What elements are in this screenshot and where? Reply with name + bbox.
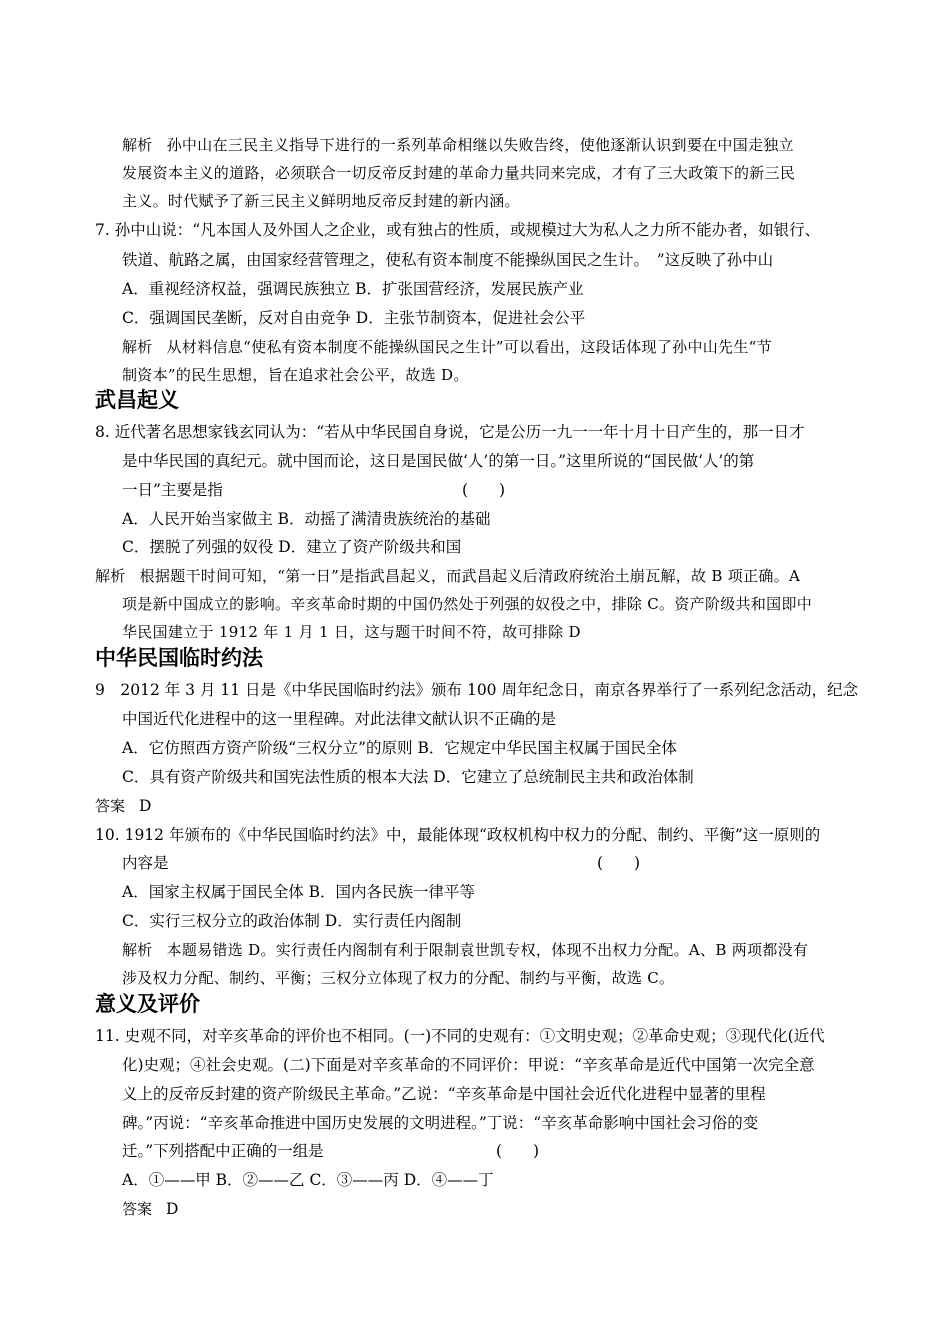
answer-line <box>95 796 151 816</box>
explanation-line: 华民国建立于 1912 年 1 月 1 日，这与题干时间不符，故可排除 D <box>122 623 581 641</box>
question-11-line: 11. 史观不同，对辛亥革命的评价也不相同。(一)不同的史观有：①文明史观；②革命史观；③现代化(近代 <box>95 1027 825 1045</box>
question-11-line: 义上的反帝反封建的资产阶级民主革命。”乙说：“辛亥革命是中国社会近代化进程中显著的里程 <box>122 1085 766 1103</box>
question-8-option: C．摆脱了列强的奴役 D．建立了资产阶级共和国 <box>122 538 462 556</box>
section-heading: 武昌起义 <box>95 388 179 412</box>
section-heading: 中华民国临时约法 <box>95 646 263 670</box>
explanation-line: 解析 孙中山在三民主义指导下进行的一系列革命相继以失败告终，使他逐渐认识到要在中国走独立 <box>122 136 794 154</box>
question-9-line: 9 2012 年 3 月 11 日是《中华民国临时约法》颁布 100 周年纪念日，南京各界举行了一系列纪念活动，纪念 <box>95 681 858 699</box>
explanation-line: 解析 本题易错选 D。实行责任内阁制有利于限制袁世凯专权，体现不出权力分配。A、B 两项都没有 <box>122 941 809 959</box>
analysis-label: 解析 <box>95 567 126 585</box>
answer-label: 答案 <box>122 1200 153 1218</box>
question-7-line: 铁道、航路之属，由国家经营管理之，使私有资本制度不能操纵国民之生计。 ”这反映了孙中山 <box>122 251 774 269</box>
question-10-option: A．国家主权属于国民全体 B．国内各民族一律平等 <box>122 883 476 901</box>
question-9-option: C．具有资产阶级共和国宪法性质的根本大法 D．它建立了总统制民主共和政治体制 <box>122 768 694 786</box>
question-11-option: A．①——甲 B．②——乙 C．③——丙 D．④——丁 <box>122 1171 494 1189</box>
question-8-option: A．人民开始当家做主 B．动摇了满清贵族统治的基础 <box>122 510 491 528</box>
explanation-line: 发展资本主义的道路，必须联合一切反帝反封建的革命力量共同来完成，才有了三大政策下的新三民 <box>122 164 796 182</box>
answer-label: 答案 <box>95 797 126 815</box>
section-heading: 意义及评价 <box>95 992 200 1016</box>
analysis-label: 解析 <box>122 941 153 959</box>
answer-parentheses: ( ) <box>597 854 641 872</box>
question-10-line: 内容是 <box>122 854 169 872</box>
question-10-line: 10. 1912 年颁布的《中华民国临时约法》中，最能体现“政权机构中权力的分配、制约、平衡”这一原则的 <box>95 826 821 844</box>
question-11-line: 迁。”下列搭配中正确的一组是 <box>122 1142 324 1160</box>
question-8-line: 8. 近代著名思想家钱玄同认为：“若从中华民国自身说，它是公历一九一一年十月十日产生的，那一日才 <box>95 423 805 441</box>
explanation-line: 项是新中国成立的影响。辛亥革命时期的中国仍然处于列强的奴役之中，排除 C。资产阶级共和国即中 <box>122 595 813 613</box>
answer-parentheses: ( ) <box>496 1142 540 1160</box>
analysis-label: 解析 <box>122 136 153 154</box>
explanation-line: 解析 根据题干时间可知，“第一日”是指武昌起义，而武昌起义后清政府统治土崩瓦解，故 B 项正确。A <box>95 567 801 585</box>
explanation-line: 主义。时代赋予了新三民主义鲜明地反帝反封建的新内涵。 <box>122 192 520 210</box>
explanation-line: 涉及权力分配、制约、平衡；三权分立体现了权力的分配、制约与平衡，故选 C。 <box>122 969 675 987</box>
answer-parentheses: ( ) <box>462 481 506 499</box>
question-7-line: 7. 孙中山说：“凡本国人及外国人之企业，或有独占的性质，或规模过大为私人之力所不能办者，如银行、 <box>95 221 821 239</box>
question-7-option: A．重视经济权益，强调民族独立 B．扩张国营经济，发展民族产业 <box>122 280 584 298</box>
question-9-line: 中国近代化进程中的这一里程碑。对此法律文献认识不正确的是 <box>122 710 557 728</box>
explanation-line: 制资本”的民生思想，旨在追求社会公平，故选 D。 <box>122 366 469 384</box>
analysis-label: 解析 <box>122 338 153 356</box>
question-11-line: 碑。”丙说：“辛亥革命推进中国历史发展的文明进程。”丁说：“辛亥革命影响中国社会习俗的变 <box>122 1114 759 1132</box>
answer-value: D <box>166 1200 179 1218</box>
explanation-line: 解析 从材料信息“使私有资本制度不能操纵国民之生计”可以看出，这段话体现了孙中山先生“节 <box>122 338 772 356</box>
question-8-line: 一日”主要是指 <box>122 481 223 499</box>
question-10-option: C．实行三权分立的政治体制 D．实行责任内阁制 <box>122 912 462 930</box>
question-7-option: C．强调国民垄断，反对自由竞争 D．主张节制资本，促进社会公平 <box>122 309 586 327</box>
answer-line <box>122 1199 178 1219</box>
question-8-line: 是中华民国的真纪元。就中国而论，这日是国民做‘人’的第一日。”这里所说的“国民做‘人’的第 <box>122 452 755 470</box>
answer-value: D <box>139 797 152 815</box>
question-11-line: 化)史观；④社会史观。(二)下面是对辛亥革命的不同评价：甲说：“辛亥革命是近代中国第一次完全意 <box>122 1056 815 1074</box>
question-9-option: A．它仿照西方资产阶级“三权分立”的原则 B．它规定中华民国主权属于国民全体 <box>122 739 677 757</box>
